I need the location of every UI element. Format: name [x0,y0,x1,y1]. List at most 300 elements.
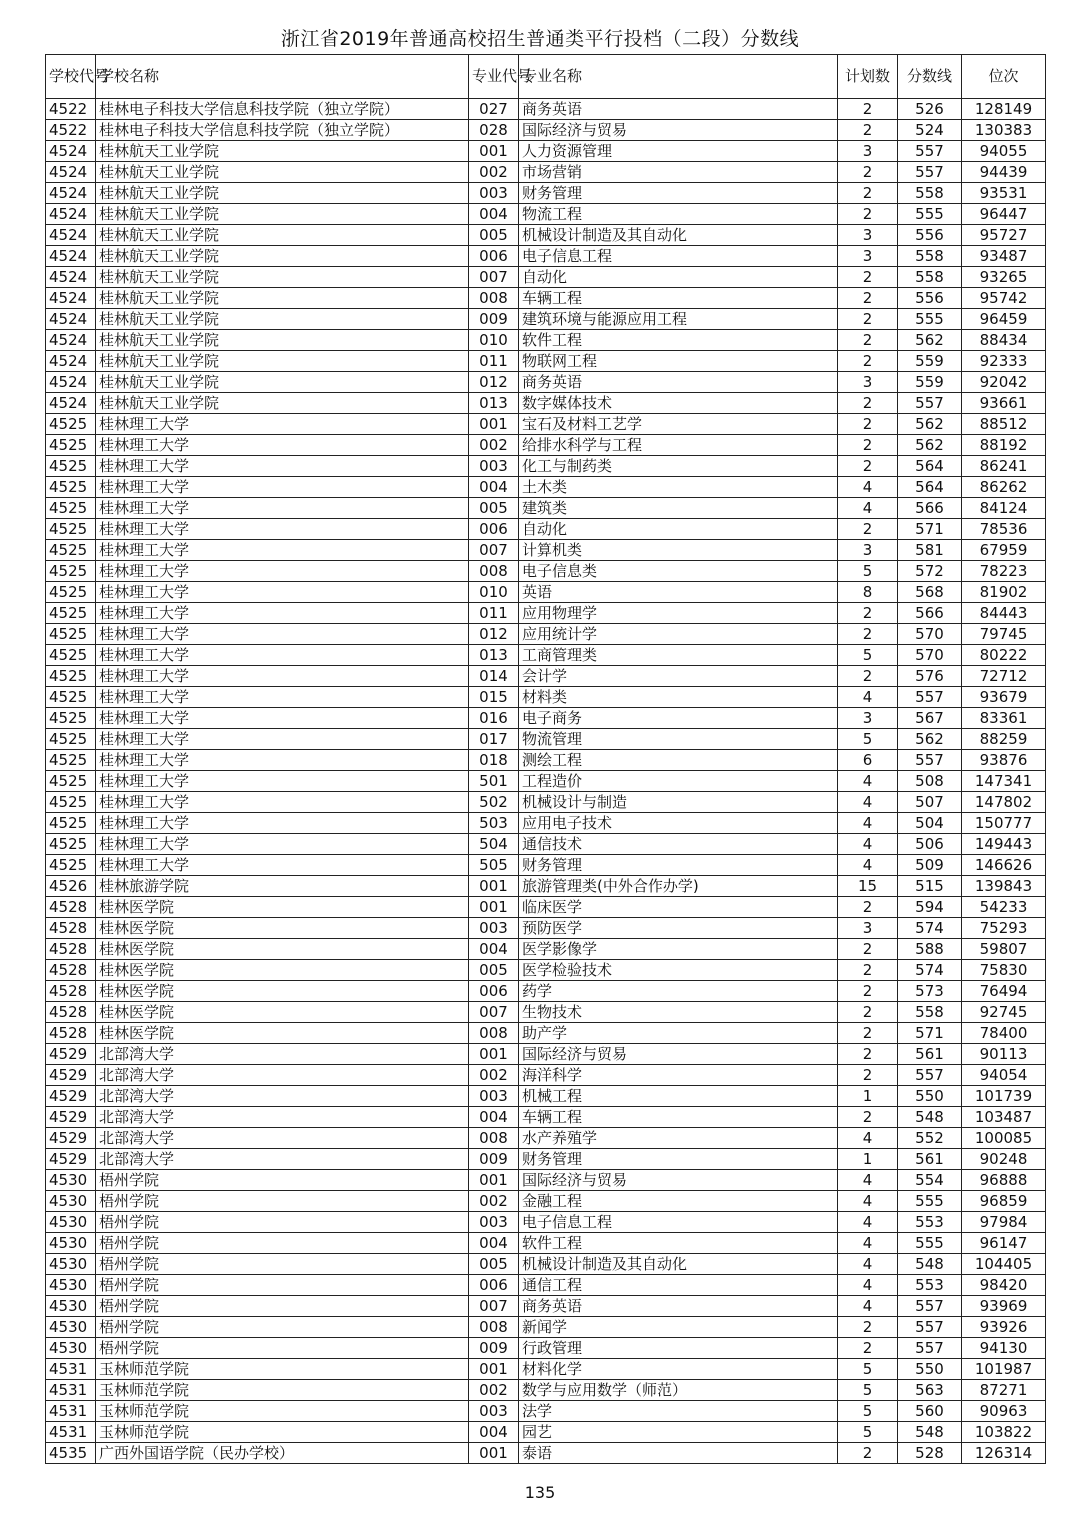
plan-count-cell: 5 [838,1422,898,1443]
school-name-cell: 桂林理工大学 [96,687,469,708]
plan-count-cell: 2 [838,435,898,456]
score-cell: 524 [898,120,962,141]
plan-count-cell: 2 [838,1338,898,1359]
major-name-cell: 机械设计制造及其自动化 [519,225,838,246]
rank-cell: 90963 [962,1401,1046,1422]
score-cell: 562 [898,414,962,435]
score-cell: 581 [898,540,962,561]
school-name-cell: 北部湾大学 [96,1086,469,1107]
plan-count-cell: 4 [838,792,898,813]
rank-cell: 147341 [962,771,1046,792]
school-code-cell: 4525 [46,708,96,729]
plan-count-cell: 4 [838,1128,898,1149]
major-code-cell: 004 [469,1422,519,1443]
plan-count-cell: 4 [838,477,898,498]
major-code-cell: 018 [469,750,519,771]
plan-count-cell: 4 [838,1275,898,1296]
school-code-cell: 4525 [46,813,96,834]
school-name-cell: 北部湾大学 [96,1107,469,1128]
major-code-cell: 016 [469,708,519,729]
table-row [46,351,1046,372]
plan-count-cell: 3 [838,372,898,393]
score-cell: 553 [898,1212,962,1233]
major-code-cell: 001 [469,1044,519,1065]
table-row [46,1380,1046,1401]
plan-count-cell: 5 [838,729,898,750]
school-code-cell: 4525 [46,624,96,645]
major-code-cell: 013 [469,645,519,666]
school-name-cell: 梧州学院 [96,1317,469,1338]
rank-cell: 81902 [962,582,1046,603]
score-cell: 557 [898,1065,962,1086]
score-cell: 559 [898,351,962,372]
major-code-cell: 004 [469,1107,519,1128]
school-code-cell: 4524 [46,183,96,204]
plan-count-cell: 2 [838,939,898,960]
table-row [46,267,1046,288]
school-name-cell: 北部湾大学 [96,1149,469,1170]
school-code-cell: 4528 [46,918,96,939]
major-name-cell: 数学与应用数学（师范） [519,1380,838,1401]
rank-cell: 97984 [962,1212,1046,1233]
major-name-cell: 机械工程 [519,1086,838,1107]
table-row [46,876,1046,897]
school-name-cell: 梧州学院 [96,1212,469,1233]
table-row [46,246,1046,267]
plan-count-cell: 4 [838,813,898,834]
school-name-cell: 玉林师范学院 [96,1359,469,1380]
school-name-cell: 桂林航天工业学院 [96,351,469,372]
table-row [46,99,1046,120]
table-row [46,603,1046,624]
major-name-cell: 预防医学 [519,918,838,939]
plan-count-cell: 3 [838,708,898,729]
score-cell: 572 [898,561,962,582]
school-code-cell: 4524 [46,393,96,414]
school-name-cell: 桂林旅游学院 [96,876,469,897]
school-code-cell: 4531 [46,1401,96,1422]
table-row [46,624,1046,645]
rank-cell: 83361 [962,708,1046,729]
school-code-cell: 4524 [46,330,96,351]
school-code-cell: 4525 [46,561,96,582]
major-code-cell: 011 [469,603,519,624]
school-code-cell: 4530 [46,1191,96,1212]
plan-count-cell: 4 [838,1233,898,1254]
major-code-cell: 002 [469,435,519,456]
header-rank: 位次 [962,55,1046,99]
school-name-cell: 梧州学院 [96,1296,469,1317]
score-cell: 566 [898,603,962,624]
score-cell: 562 [898,435,962,456]
score-cell: 557 [898,1338,962,1359]
score-cell: 555 [898,309,962,330]
score-cell: 560 [898,1401,962,1422]
rank-cell: 94055 [962,141,1046,162]
rank-cell: 59807 [962,939,1046,960]
school-code-cell: 4525 [46,792,96,813]
plan-count-cell: 2 [838,99,898,120]
rank-cell: 78223 [962,561,1046,582]
score-cell: 557 [898,687,962,708]
score-cell: 571 [898,1023,962,1044]
plan-count-cell: 2 [838,981,898,1002]
major-name-cell: 自动化 [519,267,838,288]
school-code-cell: 4525 [46,456,96,477]
score-cell: 574 [898,960,962,981]
table-row [46,1023,1046,1044]
school-name-cell: 桂林理工大学 [96,603,469,624]
score-cell: 528 [898,1443,962,1464]
table-row [46,1212,1046,1233]
table-row [46,582,1046,603]
plan-count-cell: 15 [838,876,898,897]
major-name-cell: 人力资源管理 [519,141,838,162]
major-name-cell: 会计学 [519,666,838,687]
plan-count-cell: 4 [838,687,898,708]
rank-cell: 104405 [962,1254,1046,1275]
major-code-cell: 004 [469,939,519,960]
major-code-cell: 002 [469,1380,519,1401]
school-code-cell: 4526 [46,876,96,897]
score-cell: 557 [898,393,962,414]
major-code-cell: 005 [469,498,519,519]
plan-count-cell: 5 [838,1359,898,1380]
major-name-cell: 土木类 [519,477,838,498]
major-name-cell: 通信工程 [519,1275,838,1296]
school-code-cell: 4531 [46,1380,96,1401]
table-row [46,309,1046,330]
school-code-cell: 4525 [46,666,96,687]
rank-cell: 80222 [962,645,1046,666]
major-name-cell: 建筑环境与能源应用工程 [519,309,838,330]
major-code-cell: 010 [469,582,519,603]
plan-count-cell: 2 [838,309,898,330]
plan-count-cell: 2 [838,1107,898,1128]
plan-count-cell: 5 [838,561,898,582]
rank-cell: 93265 [962,267,1046,288]
major-code-cell: 501 [469,771,519,792]
major-code-cell: 004 [469,1233,519,1254]
major-code-cell: 003 [469,1401,519,1422]
school-name-cell: 桂林理工大学 [96,540,469,561]
score-cell: 558 [898,246,962,267]
school-name-cell: 桂林理工大学 [96,498,469,519]
major-code-cell: 007 [469,1002,519,1023]
score-cell: 550 [898,1086,962,1107]
table-row [46,1401,1046,1422]
major-code-cell: 009 [469,1149,519,1170]
rank-cell: 146626 [962,855,1046,876]
major-name-cell: 医学检验技术 [519,960,838,981]
score-cell: 548 [898,1422,962,1443]
rank-cell: 78536 [962,519,1046,540]
rank-cell: 93679 [962,687,1046,708]
major-name-cell: 商务英语 [519,99,838,120]
school-name-cell: 桂林理工大学 [96,414,469,435]
plan-count-cell: 2 [838,519,898,540]
school-name-cell: 桂林理工大学 [96,834,469,855]
plan-count-cell: 3 [838,141,898,162]
major-code-cell: 028 [469,120,519,141]
school-code-cell: 4528 [46,1023,96,1044]
header-score: 分数线 [898,55,962,99]
school-code-cell: 4528 [46,1002,96,1023]
table-row [46,918,1046,939]
table-row [46,1359,1046,1380]
major-code-cell: 003 [469,1212,519,1233]
school-code-cell: 4525 [46,582,96,603]
major-code-cell: 014 [469,666,519,687]
major-code-cell: 005 [469,225,519,246]
table-row [46,792,1046,813]
rank-cell: 72712 [962,666,1046,687]
school-code-cell: 4524 [46,246,96,267]
major-name-cell: 旅游管理类(中外合作办学) [519,876,838,897]
score-cell: 557 [898,1317,962,1338]
table-row [46,498,1046,519]
plan-count-cell: 5 [838,1401,898,1422]
plan-count-cell: 3 [838,246,898,267]
school-code-cell: 4522 [46,120,96,141]
school-name-cell: 桂林电子科技大学信息科技学院（独立学院） [96,99,469,120]
score-cell: 557 [898,1296,962,1317]
school-code-cell: 4524 [46,141,96,162]
rank-cell: 147802 [962,792,1046,813]
rank-cell: 92745 [962,1002,1046,1023]
rank-cell: 93661 [962,393,1046,414]
rank-cell: 96888 [962,1170,1046,1191]
score-cell: 573 [898,981,962,1002]
major-name-cell: 物联网工程 [519,351,838,372]
school-name-cell: 桂林理工大学 [96,582,469,603]
plan-count-cell: 4 [838,855,898,876]
school-code-cell: 4524 [46,372,96,393]
table-row [46,1422,1046,1443]
major-name-cell: 国际经济与贸易 [519,1170,838,1191]
major-code-cell: 008 [469,1317,519,1338]
rank-cell: 84124 [962,498,1046,519]
school-code-cell: 4530 [46,1212,96,1233]
plan-count-cell: 2 [838,1317,898,1338]
score-cell: 553 [898,1275,962,1296]
school-code-cell: 4524 [46,225,96,246]
rank-cell: 95727 [962,225,1046,246]
major-code-cell: 001 [469,414,519,435]
school-name-cell: 桂林理工大学 [96,750,469,771]
school-name-cell: 桂林航天工业学院 [96,393,469,414]
rank-cell: 126314 [962,1443,1046,1464]
school-name-cell: 桂林理工大学 [96,477,469,498]
major-name-cell: 软件工程 [519,1233,838,1254]
rank-cell: 128149 [962,99,1046,120]
score-cell: 588 [898,939,962,960]
major-name-cell: 财务管理 [519,855,838,876]
school-name-cell: 梧州学院 [96,1275,469,1296]
table-row [46,561,1046,582]
rank-cell: 86241 [962,456,1046,477]
score-cell: 515 [898,876,962,897]
rank-cell: 103487 [962,1107,1046,1128]
school-code-cell: 4529 [46,1086,96,1107]
school-code-cell: 4531 [46,1359,96,1380]
score-cell: 526 [898,99,962,120]
rank-cell: 94054 [962,1065,1046,1086]
rank-cell: 75293 [962,918,1046,939]
rank-cell: 93876 [962,750,1046,771]
score-cell: 557 [898,750,962,771]
score-cell: 564 [898,477,962,498]
school-name-cell: 桂林航天工业学院 [96,204,469,225]
school-code-cell: 4528 [46,960,96,981]
major-name-cell: 给排水科学与工程 [519,435,838,456]
table-row [46,1044,1046,1065]
major-name-cell: 应用物理学 [519,603,838,624]
plan-count-cell: 3 [838,540,898,561]
major-name-cell: 英语 [519,582,838,603]
plan-count-cell: 4 [838,1191,898,1212]
major-name-cell: 行政管理 [519,1338,838,1359]
school-code-cell: 4528 [46,939,96,960]
rank-cell: 54233 [962,897,1046,918]
table-body [46,99,1046,1464]
school-name-cell: 梧州学院 [96,1191,469,1212]
score-cell: 509 [898,855,962,876]
major-code-cell: 005 [469,1254,519,1275]
plan-count-cell: 4 [838,1170,898,1191]
major-name-cell: 海洋科学 [519,1065,838,1086]
rank-cell: 90113 [962,1044,1046,1065]
major-name-cell: 应用统计学 [519,624,838,645]
major-code-cell: 004 [469,204,519,225]
school-code-cell: 4525 [46,603,96,624]
score-cell: 557 [898,141,962,162]
plan-count-cell: 5 [838,1380,898,1401]
school-code-cell: 4528 [46,897,96,918]
major-name-cell: 数字媒体技术 [519,393,838,414]
score-cell: 561 [898,1149,962,1170]
major-code-cell: 001 [469,1443,519,1464]
table-row [46,477,1046,498]
school-code-cell: 4525 [46,855,96,876]
major-name-cell: 国际经济与贸易 [519,1044,838,1065]
score-cell: 548 [898,1254,962,1275]
major-name-cell: 机械设计与制造 [519,792,838,813]
score-cell: 558 [898,1002,962,1023]
major-code-cell: 503 [469,813,519,834]
major-code-cell: 005 [469,960,519,981]
school-name-cell: 桂林航天工业学院 [96,372,469,393]
major-name-cell: 金融工程 [519,1191,838,1212]
table-row [46,204,1046,225]
school-name-cell: 桂林理工大学 [96,435,469,456]
major-name-cell: 工程造价 [519,771,838,792]
school-code-cell: 4525 [46,414,96,435]
header-school-name: 学校名称 [96,55,469,99]
rank-cell: 95742 [962,288,1046,309]
major-code-cell: 001 [469,897,519,918]
school-code-cell: 4529 [46,1149,96,1170]
score-cell: 570 [898,645,962,666]
major-code-cell: 012 [469,624,519,645]
table-row [46,1191,1046,1212]
school-code-cell: 4528 [46,981,96,1002]
major-code-cell: 027 [469,99,519,120]
rank-cell: 76494 [962,981,1046,1002]
table-row [46,708,1046,729]
table-row [46,435,1046,456]
table-row [46,1443,1046,1464]
major-code-cell: 003 [469,1086,519,1107]
table-row [46,1254,1046,1275]
score-cell: 566 [898,498,962,519]
table-row [46,1338,1046,1359]
school-code-cell: 4530 [46,1275,96,1296]
rank-cell: 96447 [962,204,1046,225]
score-cell: 557 [898,162,962,183]
school-name-cell: 桂林理工大学 [96,645,469,666]
plan-count-cell: 2 [838,120,898,141]
school-name-cell: 桂林航天工业学院 [96,183,469,204]
school-name-cell: 梧州学院 [96,1233,469,1254]
table-row [46,1233,1046,1254]
table-row [46,1128,1046,1149]
major-code-cell: 001 [469,876,519,897]
major-code-cell: 003 [469,456,519,477]
rank-cell: 139843 [962,876,1046,897]
plan-count-cell: 2 [838,456,898,477]
table-row [46,1275,1046,1296]
plan-count-cell: 2 [838,414,898,435]
plan-count-cell: 4 [838,1296,898,1317]
major-code-cell: 001 [469,1359,519,1380]
school-code-cell: 4525 [46,687,96,708]
score-cell: 568 [898,582,962,603]
rank-cell: 93487 [962,246,1046,267]
major-name-cell: 国际经济与贸易 [519,120,838,141]
school-name-cell: 桂林理工大学 [96,666,469,687]
major-code-cell: 001 [469,141,519,162]
header-major-name: 专业名称 [519,55,838,99]
school-code-cell: 4525 [46,645,96,666]
plan-count-cell: 2 [838,393,898,414]
table-row [46,897,1046,918]
rank-cell: 84443 [962,603,1046,624]
major-name-cell: 法学 [519,1401,838,1422]
school-name-cell: 桂林医学院 [96,918,469,939]
table-row [46,393,1046,414]
major-name-cell: 材料类 [519,687,838,708]
score-cell: 559 [898,372,962,393]
plan-count-cell: 2 [838,897,898,918]
plan-count-cell: 2 [838,1065,898,1086]
plan-count-cell: 4 [838,1212,898,1233]
table-row [46,456,1046,477]
plan-count-cell: 5 [838,645,898,666]
major-name-cell: 工商管理类 [519,645,838,666]
major-name-cell: 医学影像学 [519,939,838,960]
school-code-cell: 4525 [46,729,96,750]
table-row [46,645,1046,666]
header-school-code: 学校代号 [46,55,96,99]
school-code-cell: 4524 [46,288,96,309]
table-row [46,519,1046,540]
school-name-cell: 玉林师范学院 [96,1401,469,1422]
header-major-code: 专业代号 [469,55,519,99]
table-header-row [46,55,1046,99]
school-name-cell: 桂林理工大学 [96,456,469,477]
rank-cell: 90248 [962,1149,1046,1170]
